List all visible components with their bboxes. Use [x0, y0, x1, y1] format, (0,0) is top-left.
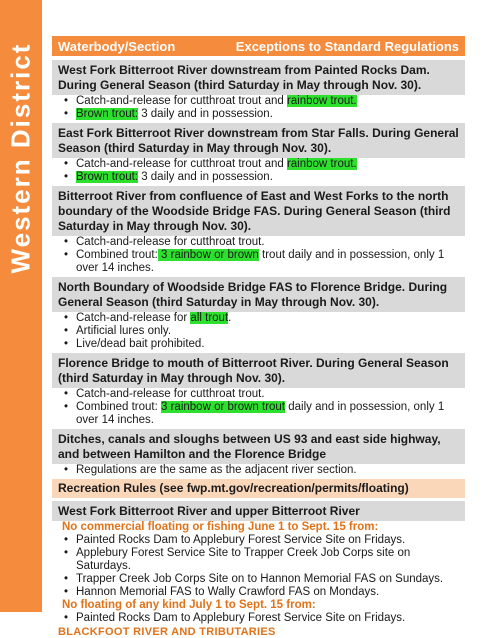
rule-highlight: Brown trout:	[76, 171, 138, 183]
rule-item	[74, 171, 465, 184]
section-rules	[52, 312, 465, 351]
rule-item	[74, 158, 465, 171]
rule-item	[74, 401, 465, 427]
rule-text: Combined trout:	[76, 249, 158, 261]
rule-text: trout daily and in possession, only 1 over 14 inches.	[76, 249, 445, 274]
rule-text: .	[228, 312, 232, 324]
rule-highlight: Brown trout:	[76, 108, 138, 120]
section-rules	[52, 95, 465, 121]
section-rules	[52, 236, 465, 275]
rule-item: • Catch-and-release for cutthroat trout.	[74, 388, 465, 401]
list-item: • Applebury Forest Service Site to Trapper Creek Job Corps site on Saturdays.	[74, 547, 465, 573]
rule-highlight: 3 rainbow or brown trout	[161, 401, 286, 413]
list-item: • Painted Rocks Dam to Applebury Forest Service Site on Fridays.	[74, 612, 465, 625]
rule-text: Combined trout:	[76, 401, 162, 413]
regulations-table	[52, 36, 465, 638]
rule-highlight: rainbow trout.	[286, 158, 357, 170]
section-title: West Fork Bitterroot River and upper Bitterroot River	[52, 501, 465, 521]
side-note-text	[8, 373, 32, 591]
rule-text: 3 daily and in possession.	[138, 108, 273, 120]
side-note-line-2: the Standard Daily & Possession Limits on p 25.	[20, 375, 31, 589]
section-rules	[52, 158, 465, 184]
rule-item: • Regulations are the same as the adjacent river section.	[74, 464, 465, 477]
section-rules	[52, 388, 465, 427]
section-title: Ditches, canals and sloughs between US 93 and east side highway, and between Hamilton and the Florence Bridge	[52, 429, 465, 464]
section-title: Florence Bridge to mouth of Bitterroot River. During General Season (third Saturday in May through Nov. 30).	[52, 353, 465, 388]
list-item: • Hannon Memorial FAS to Wally Crawford FAS on Mondays.	[74, 586, 465, 599]
recreation-rules-heading: Recreation Rules (see fwp.mt.gov/recreation/permits/floating)	[52, 479, 465, 498]
rule-item	[74, 108, 465, 121]
rule-item	[74, 249, 465, 275]
column-header-exceptions: Exceptions to Standard Regulations	[235, 38, 459, 54]
rule-text: 3 daily and in possession.	[138, 171, 273, 183]
rule-text: Catch-and-release for cutthroat trout and	[76, 95, 287, 107]
rule-item	[74, 312, 465, 325]
table-header	[52, 36, 465, 56]
recreation-list	[52, 612, 465, 625]
next-section-heading: BLACKFOOT RIVER AND TRIBUTARIES	[58, 626, 276, 638]
section-rules	[52, 464, 465, 477]
section-title: North Boundary of Woodside Bridge FAS to Florence Bridge. During General Season (third Saturday in May through Nov. 30).	[52, 277, 465, 312]
side-note-line-1: If you don't find the water you are looking for, use	[8, 373, 19, 591]
section-title: West Fork Bitterroot River downstream from Painted Rocks Dam. During General Season (third Saturday in May through Nov. 30).	[52, 60, 465, 95]
rule-item: • Live/dead bait prohibited.	[74, 338, 465, 351]
rule-highlight: 3 rainbow or brown	[157, 249, 259, 261]
rule-text: Catch-and-release for	[76, 312, 191, 324]
list-item: • Painted Rocks Dam to Applebury Forest Service Site on Fridays.	[74, 534, 465, 547]
rule-text: Catch-and-release for cutthroat trout and	[76, 158, 287, 170]
section-title: East Fork Bitterroot River downstream from Star Falls. During General Season (third Saturday in May through Nov. 30).	[52, 123, 465, 158]
rule-highlight: rainbow trout.	[286, 95, 357, 107]
recreation-list	[52, 534, 465, 599]
rule-item	[74, 95, 465, 108]
column-header-waterbody: Waterbody/Section	[58, 38, 176, 54]
notice-commercial: No commercial floating or fishing June 1 to Sept. 15 from:	[62, 521, 379, 533]
district-label-text: Western District	[5, 42, 36, 274]
rule-highlight: all trout	[190, 312, 229, 324]
rule-item: • Catch-and-release for cutthroat trout.	[74, 236, 465, 249]
rule-item: • Artificial lures only.	[74, 325, 465, 338]
list-item: • Trapper Creek Job Corps Site on to Hannon Memorial FAS on Sundays.	[74, 573, 465, 586]
notice-no-floating: No floating of any kind July 1 to Sept. 15 from:	[62, 599, 316, 611]
section-title: Bitterroot River from confluence of East and West Forks to the north boundary of the Woodside Bridge FAS. During General Season (third Saturday in May through Nov. 30).	[52, 186, 465, 236]
rule-text: daily and in possession, only 1 over 14 inches.	[76, 401, 445, 426]
